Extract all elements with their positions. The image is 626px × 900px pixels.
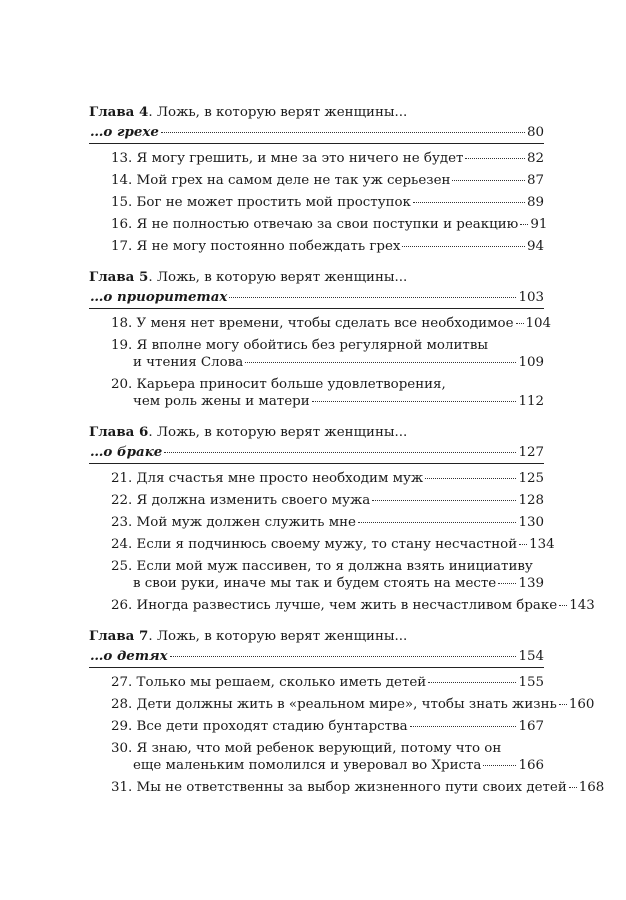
entry-text: 23. Мой муж должен служить мне: [111, 515, 356, 530]
page-number: 91: [530, 217, 548, 232]
dot-leader: [358, 522, 516, 523]
chapter-topic-row: [89, 444, 544, 461]
page-number: 94: [526, 239, 544, 254]
dot-leader: [372, 500, 516, 501]
entry-text: 26. Иногда развестись лучше, чем жить в несчастливом браке: [111, 598, 558, 613]
chapter-5: [89, 269, 552, 410]
page-number: 87: [526, 173, 544, 188]
chapter-label: Глава 4: [89, 104, 149, 120]
dot-leader: [164, 452, 516, 453]
chapter-label: Глава 7: [89, 628, 149, 644]
dot-leader: [465, 158, 525, 159]
toc-entry: [89, 514, 544, 531]
chapter-6: [89, 424, 595, 614]
chapter-title: [89, 269, 544, 286]
entry-text-continued: и чтения Слова: [133, 355, 244, 370]
chapter-title-text: . Ложь, в которую верят женщины...: [148, 425, 408, 440]
page-number: 103: [518, 290, 544, 305]
entry-text: 20. Карьера приносит больше удовлетворения,: [111, 377, 446, 392]
entry-text: 19. Я вполне могу обойтись без регулярной молитвы: [111, 338, 489, 353]
chapter-topic-row: [89, 648, 544, 665]
chapter-topic-row: [89, 124, 544, 141]
toc-entry: [89, 674, 544, 691]
entry-text-continued: чем роль жены и матери: [133, 394, 310, 409]
entry-text: 21. Для счастья мне просто необходим муж: [111, 471, 424, 486]
dot-leader: [170, 656, 517, 657]
entry-text: 29. Все дети проходят стадию бунтарства: [111, 719, 408, 734]
chapter-title: [89, 628, 544, 645]
toc-entry: [89, 492, 544, 509]
dot-leader: [428, 682, 516, 683]
toc-entry: [89, 238, 544, 255]
page-number: 166: [518, 758, 544, 773]
page-number: 80: [526, 125, 544, 140]
chapter-topic: …о браке: [90, 444, 163, 460]
divider: [89, 463, 544, 464]
toc-entry: [89, 597, 595, 614]
chapter-4: [89, 104, 548, 255]
entry-text: 15. Бог не может простить мой проступок: [111, 195, 411, 210]
chapter-label: Глава 6: [89, 424, 149, 440]
dot-leader: [312, 401, 517, 402]
dot-leader: [520, 224, 528, 225]
entry-text: 13. Я могу грешить, и мне за это ничего не будет: [111, 151, 464, 166]
dot-leader: [413, 202, 525, 203]
entry-text-continued: еще маленьким помолился и уверовал во Христа: [133, 758, 482, 773]
chapter-label: Глава 5: [89, 269, 149, 285]
entry-text: 24. Если я подчинюсь своему мужу, то стану несчастной: [111, 537, 518, 552]
page-number: 89: [526, 195, 544, 210]
toc-entry: [89, 718, 544, 735]
page-number: 109: [518, 355, 544, 370]
page-number: 128: [518, 493, 544, 508]
entry-text: 28. Дети должны жить в «реальном мире», чтобы знать жизнь: [111, 697, 557, 712]
page-number: 127: [518, 445, 544, 460]
chapter-topic: …о грехе: [90, 124, 159, 140]
chapter-topic-row: [89, 289, 544, 306]
dot-leader: [569, 787, 577, 788]
page-number: 139: [518, 576, 544, 591]
page-number: 82: [526, 151, 544, 166]
page-number: 134: [529, 537, 555, 552]
toc-entry: [89, 337, 544, 371]
toc-entry: [89, 536, 555, 553]
page-number: 112: [518, 394, 544, 409]
page-number: 167: [518, 719, 544, 734]
toc-entry: [89, 376, 544, 410]
entry-text: 25. Если мой муж пассивен, то я должна взять инициативу: [111, 559, 533, 574]
dot-leader: [229, 297, 516, 298]
chapter-title: [89, 104, 544, 121]
divider: [89, 308, 544, 309]
dot-leader: [452, 180, 525, 181]
dot-leader: [559, 704, 567, 705]
chapter-topic: …о приоритетах: [90, 289, 228, 305]
chapter-title-text: . Ложь, в которую верят женщины...: [148, 629, 408, 644]
toc-entry: [89, 150, 544, 167]
toc-entry: [89, 470, 544, 487]
divider: [89, 667, 544, 668]
dot-leader: [516, 323, 524, 324]
page-number: 104: [525, 316, 552, 331]
dot-leader: [402, 246, 524, 247]
toc-entry: [89, 216, 548, 233]
toc-entry: [89, 315, 552, 332]
toc-entry: [89, 779, 605, 796]
toc-entry: [89, 558, 544, 592]
dot-leader: [161, 132, 525, 133]
entry-text: 18. У меня нет времени, чтобы сделать все необходимое: [111, 316, 514, 331]
dot-leader: [483, 765, 516, 766]
entry-text: 30. Я знаю, что мой ребенок верующий, потому что он: [111, 741, 502, 756]
page-number: 160: [568, 697, 595, 712]
entry-text-continued: в свои руки, иначе мы так и будем стоять на месте: [133, 576, 497, 591]
page-number: 155: [518, 675, 544, 690]
entry-text: 31. Мы не ответственны за выбор жизненного пути своих детей: [111, 780, 567, 795]
dot-leader: [498, 583, 516, 584]
table-of-contents: [89, 104, 605, 810]
dot-leader: [425, 478, 516, 479]
toc-entry: [89, 172, 544, 189]
toc-entry: [89, 696, 595, 713]
page-number: 143: [569, 598, 595, 613]
entry-text: 27. Только мы решаем, сколько иметь детей: [111, 675, 427, 690]
dot-leader: [519, 544, 527, 545]
chapter-7: [89, 628, 605, 796]
page-number: 125: [518, 471, 544, 486]
chapter-title-text: . Ложь, в которую верят женщины...: [148, 270, 408, 285]
entry-text: 17. Я не могу постоянно побеждать грех: [111, 239, 401, 254]
chapter-topic: …о детях: [90, 648, 168, 664]
chapter-title: [89, 424, 544, 441]
dot-leader: [245, 362, 516, 363]
page-number: 168: [578, 780, 605, 795]
dot-leader: [410, 726, 517, 727]
toc-entry: [89, 740, 544, 774]
entry-text: 14. Мой грех на самом деле не так уж серьезен: [111, 173, 451, 188]
dot-leader: [559, 605, 567, 606]
chapter-title-text: . Ложь, в которую верят женщины...: [148, 105, 408, 120]
toc-entry: [89, 194, 544, 211]
page-number: 154: [518, 649, 544, 664]
entry-text: 16. Я не полностью отвечаю за свои поступки и реакцию: [111, 217, 519, 232]
divider: [89, 143, 544, 144]
entry-text: 22. Я должна изменить своего мужа: [111, 493, 371, 508]
page-number: 130: [518, 515, 544, 530]
